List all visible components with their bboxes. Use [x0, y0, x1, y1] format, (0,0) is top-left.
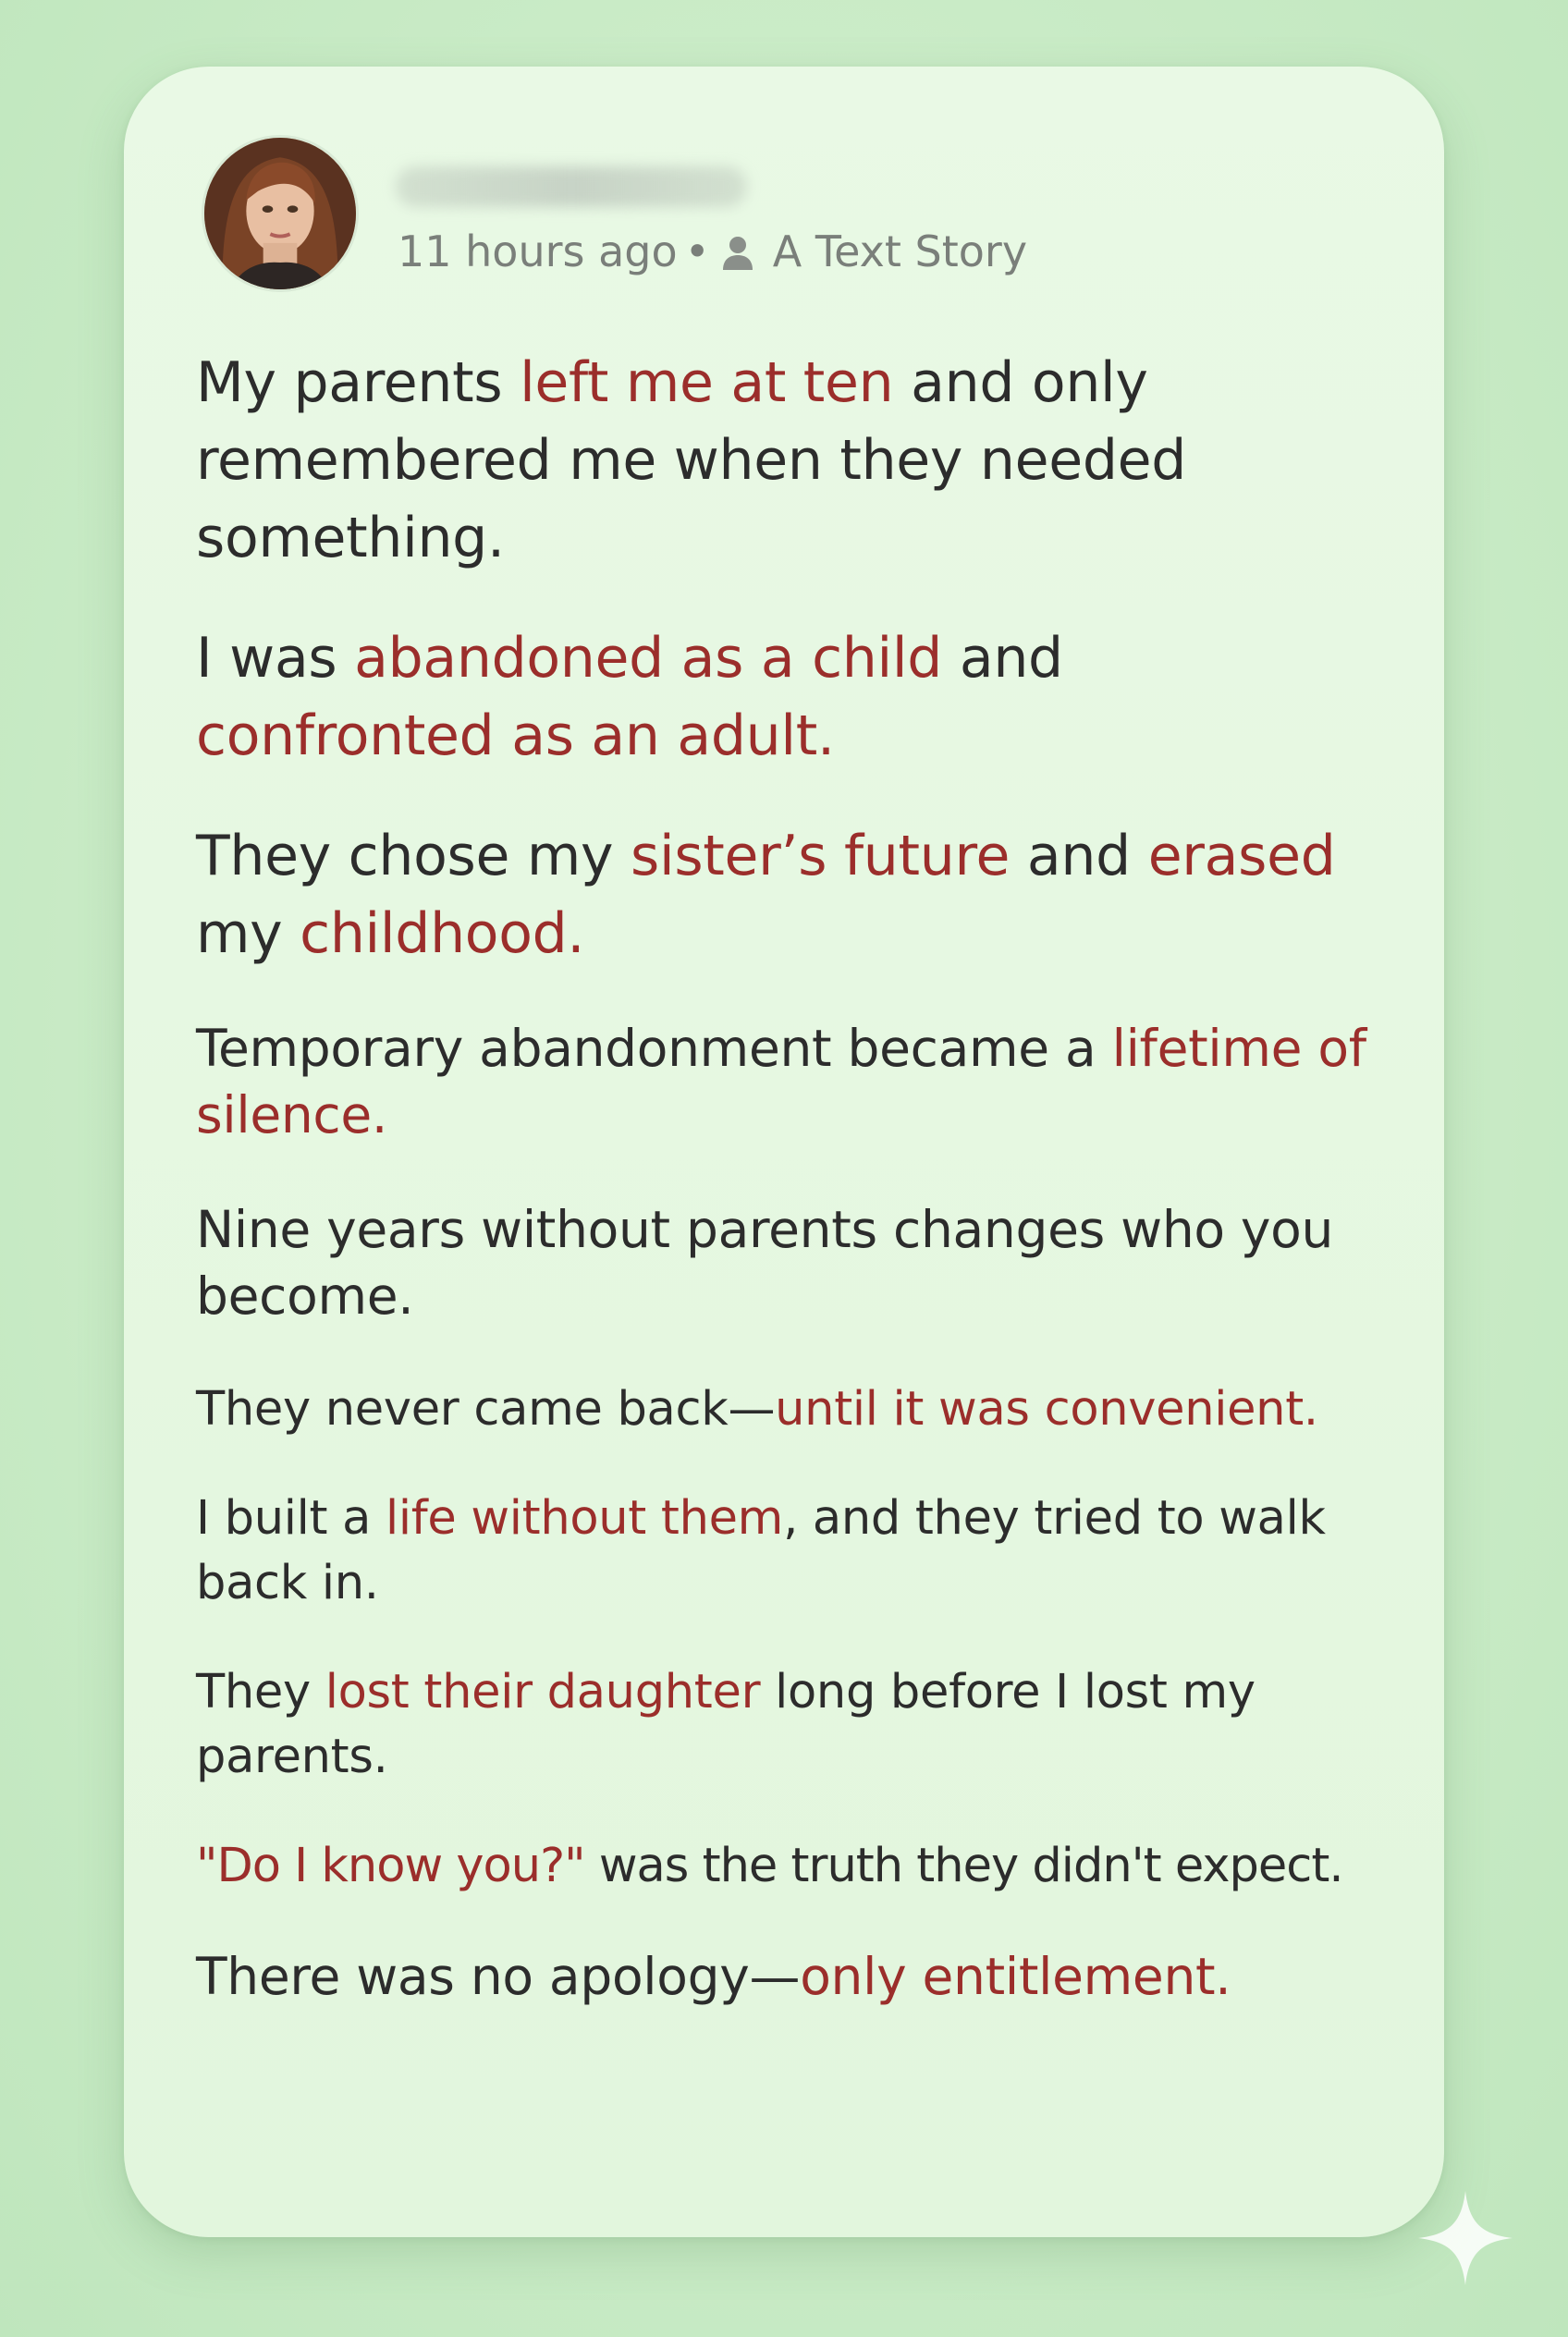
avatar-portrait: [204, 138, 356, 289]
text: long before I lost my parents.: [196, 1665, 1256, 1784]
text: and: [942, 626, 1063, 691]
text: I was: [196, 626, 355, 691]
post-card: [124, 67, 1444, 2237]
paragraph-10: [196, 1943, 1389, 2010]
post-category[interactable]: A Text Story: [772, 226, 1028, 276]
paragraph-7: [196, 1487, 1389, 1616]
text: They: [196, 1665, 325, 1719]
text: My parents: [196, 350, 521, 415]
highlight-text: erased: [1147, 824, 1336, 888]
text: Temporary abandonment became a: [196, 1019, 1112, 1078]
text: They never came back—: [196, 1382, 776, 1437]
post-meta: [398, 224, 1027, 279]
paragraph-2: [196, 619, 1389, 775]
person-icon: [719, 231, 756, 272]
text: was the truth they didn't expect.: [584, 1839, 1343, 1893]
paragraph-4: [196, 1015, 1389, 1148]
highlight-text: confronted as an adult.: [196, 704, 835, 768]
username[interactable]: [396, 166, 747, 207]
highlight-text: until it was convenient.: [775, 1382, 1318, 1437]
text: Nine years without parents changes who you become.: [196, 1200, 1334, 1326]
timestamp: 11 hours ago: [398, 226, 678, 276]
sparkle-icon: [1415, 2187, 1516, 2289]
text: and: [1010, 824, 1148, 888]
text: my: [196, 901, 300, 966]
text: There was no apology—: [196, 1947, 801, 2006]
text: I built a: [196, 1491, 386, 1546]
highlight-text: only entitlement.: [800, 1947, 1231, 2006]
highlight-text: lifetime of silence.: [196, 1019, 1366, 1144]
highlight-text: lost their daughter: [325, 1665, 761, 1719]
highlight-text: "Do I know you?": [196, 1839, 585, 1893]
paragraph-1: [196, 344, 1389, 577]
paragraph-5: [196, 1196, 1389, 1329]
highlight-text: childhood.: [300, 901, 585, 966]
text: and only remembered me when they needed something.: [196, 350, 1187, 570]
paragraph-6: [196, 1377, 1389, 1442]
highlight-text: sister’s future: [630, 824, 1011, 888]
meta-separator: •: [684, 226, 710, 276]
avatar[interactable]: [202, 135, 359, 292]
post-body: [196, 344, 1389, 2010]
highlight-text: life without them: [385, 1491, 784, 1546]
paragraph-9: [196, 1834, 1389, 1899]
paragraph-3: [196, 817, 1389, 973]
highlight-text: left me at ten: [520, 350, 894, 415]
paragraph-8: [196, 1660, 1389, 1790]
text: They chose my: [196, 824, 631, 888]
highlight-text: abandoned as a child: [354, 626, 943, 691]
text: , and they tried to walk back in.: [196, 1491, 1326, 1610]
post-header: [202, 135, 1366, 301]
